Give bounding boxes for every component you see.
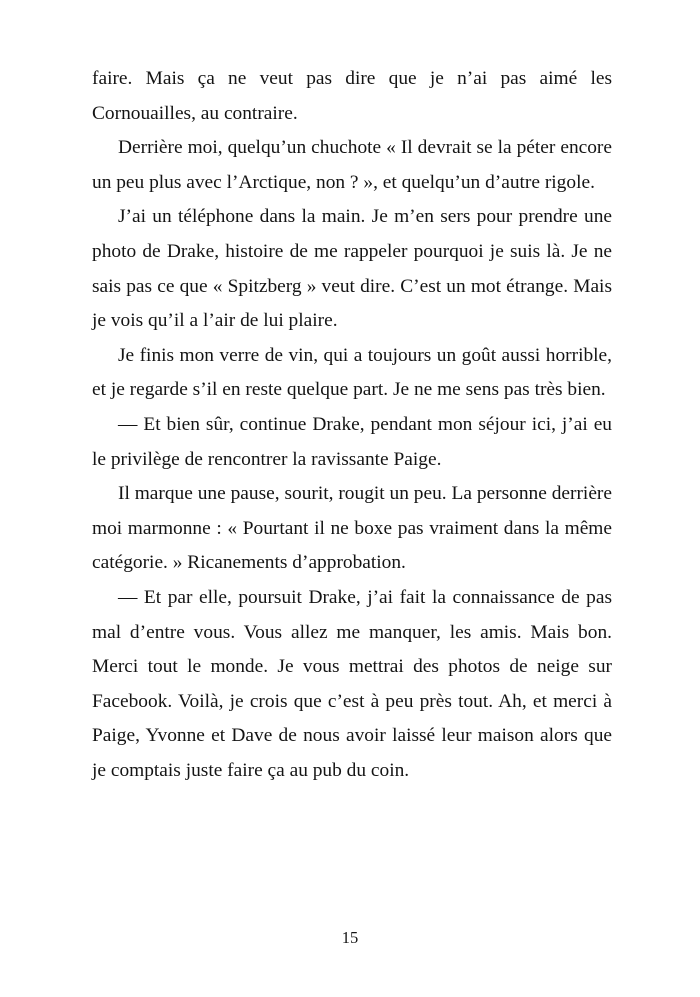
paragraph: faire. Mais ça ne veut pas dire que je n’ai pas aimé les Cornouailles, au contraire.	[92, 68, 612, 124]
paragraph: Derrière moi, quelqu’un chuchote « Il devrait se la péter encore un peu plus avec l’Arctique, non ? », et quelqu’un d’autre rigole.	[92, 137, 612, 193]
paragraph: — Et par elle, poursuit Drake, j’ai fait la connaissance de pas mal d’entre vous. Vous allez me manquer, les amis. Mais bon. Merci tout le monde. Je vous mettrai des photos de neige sur Facebook. Voilà, je crois que c’est à peu près tout. Ah, et merci à Paige, Yvonne et Dave de nous avoir laissé leur maison alors que je comptais juste faire ça au pub du coin.	[92, 586, 612, 781]
paragraph: Il marque une pause, sourit, rougit un peu. La personne derrière moi marmonne : « Pourtant il ne boxe pas vraiment dans la même catégorie. » Ricanements d’approbation.	[92, 483, 612, 574]
page-number: 15	[341, 928, 359, 947]
paragraph: J’ai un téléphone dans la main. Je m’en sers pour prendre une photo de Drake, histoire de me rappeler pourquoi je suis là. Je ne sais pas ce que « Spitzberg » veut dire. C’est un mot étrange. Mais je vois qu’il a l’air de lui plaire.	[92, 206, 612, 332]
page-text-block	[92, 62, 612, 788]
paragraph: — Et bien sûr, continue Drake, pendant mon séjour ici, j’ai eu le privilège de rencontrer la ravissante Paige.	[92, 413, 612, 470]
paragraph: Je finis mon verre de vin, qui a toujours un goût aussi horrible, et je regarde s’il en reste quelque part. Je ne me sens pas très bien.	[92, 344, 612, 401]
